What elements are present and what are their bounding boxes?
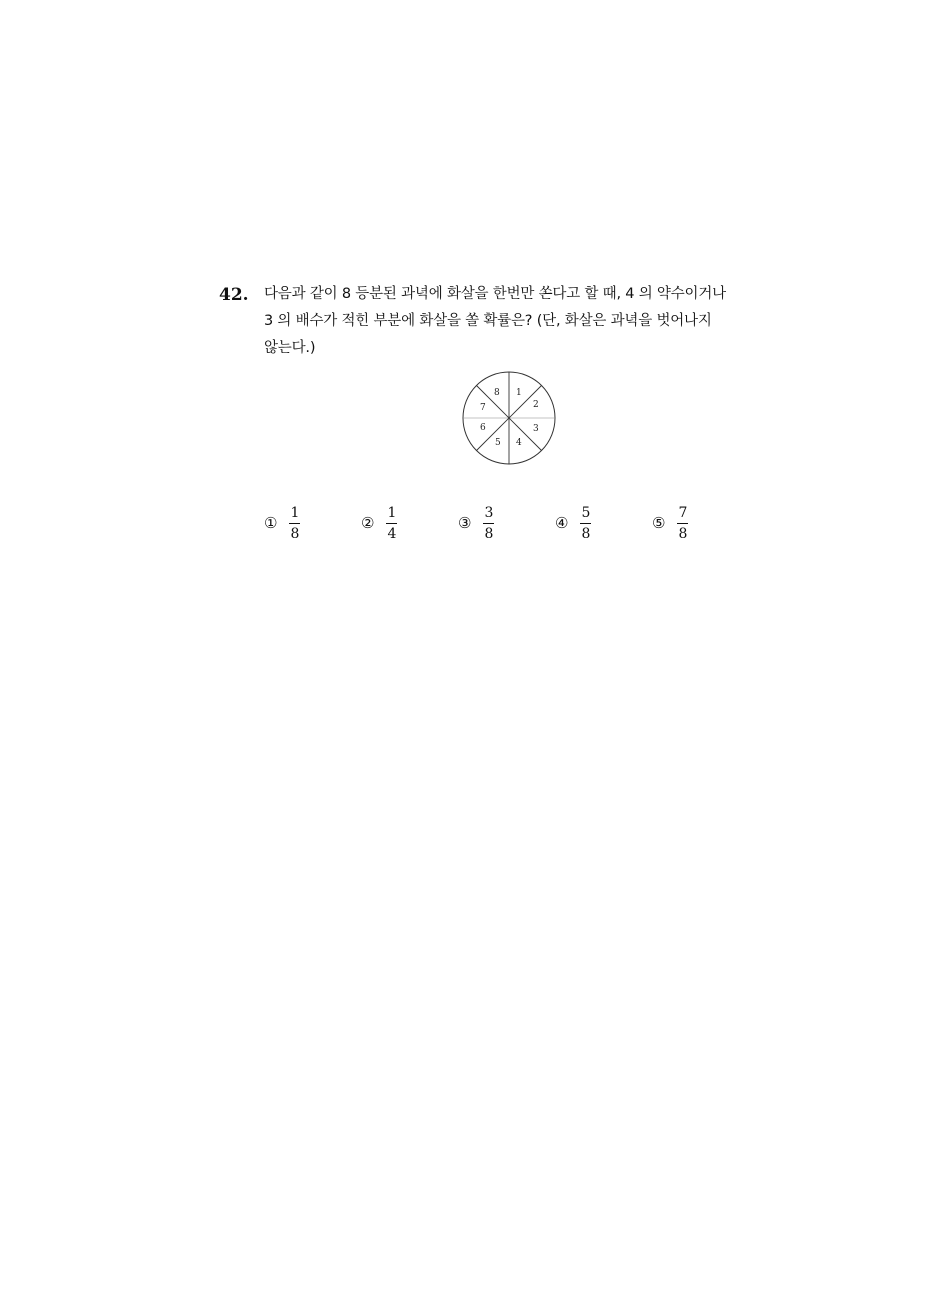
target-svg (459, 368, 559, 468)
choice-2[interactable] (361, 500, 397, 546)
choice-3[interactable] (458, 500, 494, 546)
fraction (289, 504, 300, 543)
fraction-denominator: 8 (484, 525, 494, 542)
fraction (386, 504, 397, 543)
fraction (483, 504, 494, 543)
target-section-label: 8 (494, 388, 500, 398)
target-section-label: 3 (533, 424, 539, 434)
fraction-numerator: 1 (387, 504, 397, 521)
choice-marker: ① (264, 514, 278, 532)
fraction-numerator: 5 (581, 504, 591, 521)
fraction-denominator: 8 (678, 525, 688, 542)
fraction-denominator: 8 (290, 525, 300, 542)
question-text-line: 않는다.) (264, 340, 316, 356)
fraction-numerator: 1 (290, 504, 300, 521)
choice-4[interactable] (555, 500, 591, 546)
fraction-bar (677, 523, 688, 524)
target-section-label: 7 (480, 403, 486, 413)
target-section-label: 6 (480, 423, 486, 433)
target-section-label: 1 (516, 388, 522, 398)
fraction (677, 504, 688, 543)
choice-1[interactable] (264, 500, 300, 546)
target-section-label: 5 (495, 438, 501, 448)
target-section-label: 2 (533, 400, 539, 410)
choice-marker: ② (361, 514, 375, 532)
fraction-bar (386, 523, 397, 524)
target-section-label: 4 (516, 438, 522, 448)
question-text (264, 281, 759, 362)
fraction-bar (483, 523, 494, 524)
fraction-bar (289, 523, 300, 524)
target-figure (459, 368, 559, 468)
choice-5[interactable] (652, 500, 688, 546)
choice-marker: ④ (555, 514, 569, 532)
answer-choices (264, 500, 724, 548)
fraction-denominator: 4 (387, 525, 397, 542)
fraction (580, 504, 591, 543)
question-number: 42. (219, 285, 249, 305)
choice-marker: ⑤ (652, 514, 666, 532)
fraction-numerator: 3 (484, 504, 494, 521)
choice-marker: ③ (458, 514, 472, 532)
fraction-bar (580, 523, 591, 524)
question-text-line: 다음과 같이 8 등분된 과녁에 화살을 한번만 쏜다고 할 때, 4 의 약수이거나 (264, 286, 726, 302)
fraction-denominator: 8 (581, 525, 591, 542)
fraction-numerator: 7 (678, 504, 688, 521)
question-text-line: 3 의 배수가 적힌 부분에 화살을 쏠 확률은? (단, 화살은 과녁을 벗어나지 (264, 313, 712, 329)
